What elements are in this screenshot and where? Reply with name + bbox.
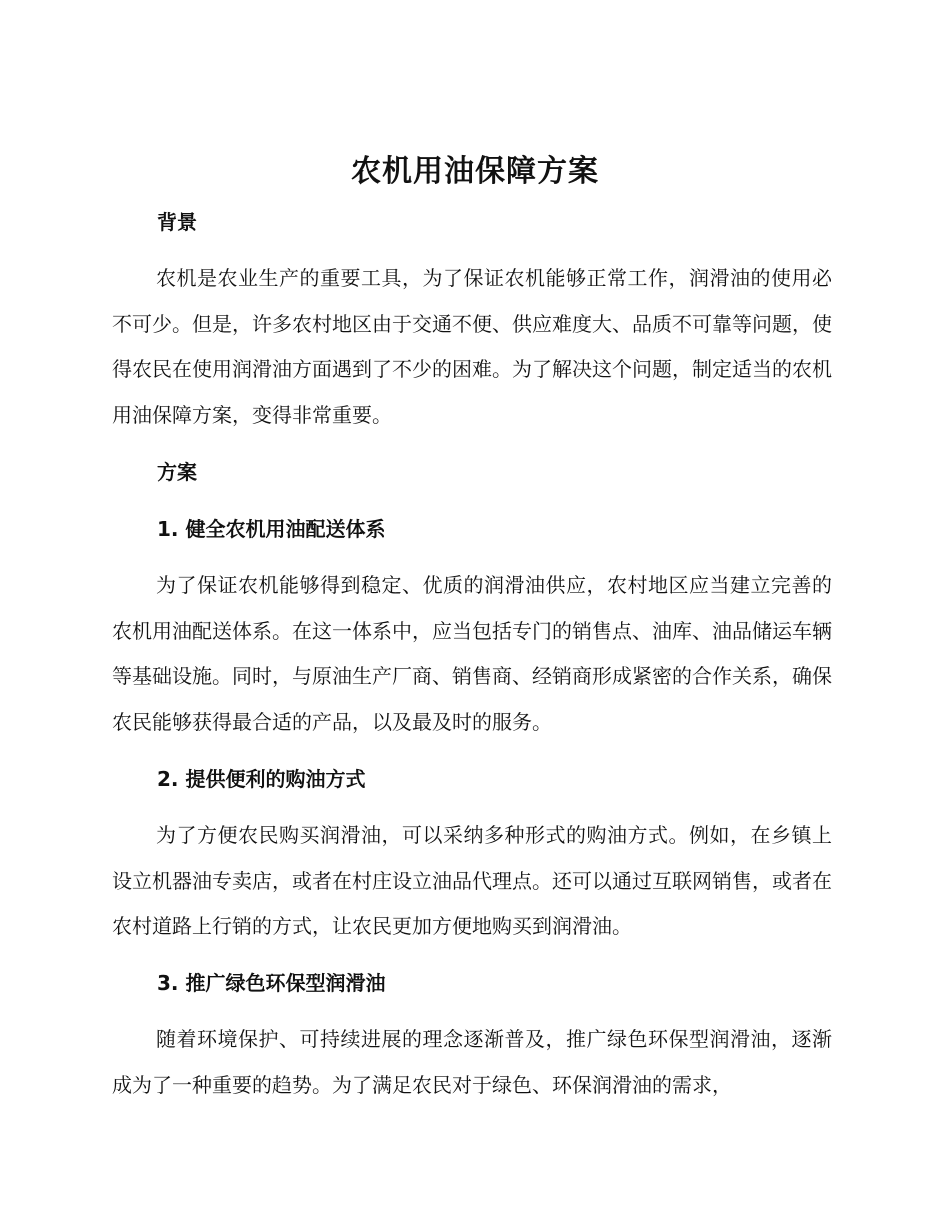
section-heading-item-3: 3. 推广绿色环保型润滑油 <box>157 971 386 995</box>
section-heading-item-1: 1. 健全农机用油配送体系 <box>157 517 386 541</box>
section-heading-background: 背景 <box>157 210 197 234</box>
item-2-paragraph: 为了方便农民购买润滑油，可以采纳多种形式的购油方式。例如，在乡镇上设立机器油专卖店，或者在村庄设立油品代理点。还可以通过互联网销售，或者在农村道路上行销的方式，让农民更加方便地购买到润滑油。 <box>112 823 832 938</box>
item-3-paragraph: 随着环境保护、可持续进展的理念逐渐普及，推广绿色环保型润滑油，逐渐成为了一种重要的趋势。为了满足农民对于绿色、环保润滑油的需求， <box>112 1027 832 1097</box>
background-paragraph: 农机是农业生产的重要工具，为了保证农机能够正常工作，润滑油的使用必不可少。但是，许多农村地区由于交通不便、供应难度大、品质不可靠等问题，使得农民在使用润滑油方面遇到了不少的困难。为了解决这个问题，制定适当的农机用油保障方案，变得非常重要。 <box>112 266 832 427</box>
section-heading-item-2: 2. 提供便利的购油方式 <box>157 767 366 791</box>
item-1-paragraph: 为了保证农机能够得到稳定、优质的润滑油供应，农村地区应当建立完善的农机用油配送体系。在这一体系中，应当包括专门的销售点、油库、油品储运车辆等基础设施。同时，与原油生产厂商、销售商、经销商形成紧密的合作关系，确保农民能够获得最合适的产品，以及最及时的服务。 <box>112 573 832 734</box>
document-title: 农机用油保障方案 <box>351 154 599 189</box>
section-heading-plan: 方案 <box>157 460 197 484</box>
